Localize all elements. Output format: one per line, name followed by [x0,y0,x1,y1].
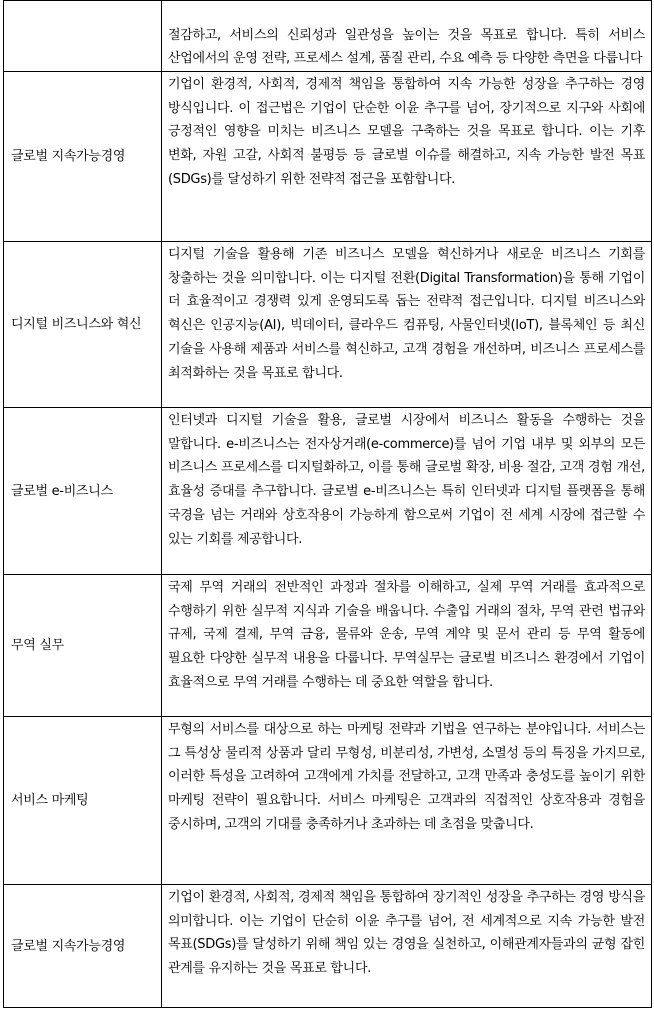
term-cell: 디지털 비즈니스와 혁신 [4,242,162,408]
term-cell: 서비스 마케팅 [4,717,162,885]
table-row [4,717,652,885]
description-cell: 인터넷과 디지털 기술을 활용, 글로벌 시장에서 비즈니스 활동을 수행하는 것을 말합니다. e-비즈니스는 전자상거래(e-commerce)를 넘어 기업 내부 및 외부의 모든 비즈니스 프로세스를 디지털화하고, 이를 통해 글로벌 확장, 비용 절감, 고객 경험 개선, 효율성 증대를 추구합니다. 글로벌 e-비즈니스는 특히 인터넷과 디지털 플랫폼을 통해 국경을 넘는 거래와 상호작용이 가능하게 함으로써 기업이 전 세계 시장에 접근할 수 있는 기회를 제공합니다. [162,408,652,575]
course-description-table [3,0,652,1008]
term-cell: 무역 실무 [4,575,162,717]
table-row [4,72,652,242]
table-row [4,1,652,72]
table-row [4,408,652,575]
description-cell: 디지털 기술을 활용해 기존 비즈니스 모델을 혁신하거나 새로운 비즈니스 기회를 창출하는 것을 의미합니다. 이는 디지털 전환(Digital Transformation)을 통해 기업이 더 효율적이고 경쟁력 있게 운영되도록 돕는 전략적 접근입니다. 디지털 비즈니스와 혁신은 인공지능(AI), 빅데이터, 클라우드 컴퓨팅, 사물인터넷(IoT), 블록체인 등 최신 기술을 사용해 제품과 서비스를 혁신하고, 고객 경험을 개선하며, 비즈니스 프로세스를 최적화하는 것을 목표로 합니다. [162,242,652,408]
term-cell: 글로벌 지속가능경영 [4,885,162,1008]
term-cell [4,1,162,72]
term-cell: 글로벌 e-비즈니스 [4,408,162,575]
description-cell: 기업이 환경적, 사회적, 경제적 책임을 통합하여 장기적인 성장을 추구하는 경영 방식을 의미합니다. 이는 기업이 단순히 이윤 추구를 넘어, 전 세계적으로 지속 가능한 발전 목표(SDGs)를 달성하기 위해 책임 있는 경영을 실천하고, 이해관계자들과의 균형 잡힌 관계를 유지하는 것을 목표로 합니다. [162,885,652,1008]
term-cell: 글로벌 지속가능경영 [4,72,162,242]
description-cell: 국제 무역 거래의 전반적인 과정과 절차를 이해하고, 실제 무역 거래를 효과적으로 수행하기 위한 실무적 지식과 기술을 배웁니다. 수출입 거래의 절차, 무역 관련 법규와 규제, 국제 결제, 무역 금융, 물류와 운송, 무역 계약 및 문서 관리 등 무역 활동에 필요한 다양한 실무적 내용을 다룹니다. 무역실무는 글로벌 비즈니스 환경에서 기업이 효율적으로 무역 거래를 수행하는 데 중요한 역할을 합니다. [162,575,652,717]
description-cell: 무형의 서비스를 대상으로 하는 마케팅 전략과 기법을 연구하는 분야입니다. 서비스는 그 특성상 물리적 상품과 달리 무형성, 비분리성, 가변성, 소멸성 등의 특징을 가지므로, 이러한 특성을 고려하여 고객에게 가치를 전달하고, 고객 만족과 충성도를 높이기 위한 마케팅 전략이 필요합니다. 서비스 마케팅은 고객과의 직접적인 상호작용과 경험을 중시하며, 고객의 기대를 충족하거나 초과하는 데 초점을 맞춥니다. [162,717,652,885]
description-cell: 기업이 환경적, 사회적, 경제적 책임을 통합하여 지속 가능한 성장을 추구하는 경영 방식입니다. 이 접근법은 기업이 단순한 이윤 추구를 넘어, 장기적으로 지구와 사회에 긍정적인 영향을 미치는 비즈니스 모델을 구축하는 것을 목표로 합니다. 이는 기후 변화, 자원 고갈, 사회적 불평등 등 글로벌 이슈를 해결하고, 지속 가능한 발전 목표(SDGs)를 달성하기 위한 전략적 접근을 포함합니다. [162,72,652,242]
description-cell: 절감하고, 서비스의 신뢰성과 일관성을 높이는 것을 목표로 합니다. 특히 서비스 산업에서의 운영 전략, 프로세스 설계, 품질 관리, 수요 예측 등 다양한 측면을 다룹니다 [162,1,652,72]
table-row [4,242,652,408]
table-row [4,575,652,717]
table-row [4,885,652,1008]
